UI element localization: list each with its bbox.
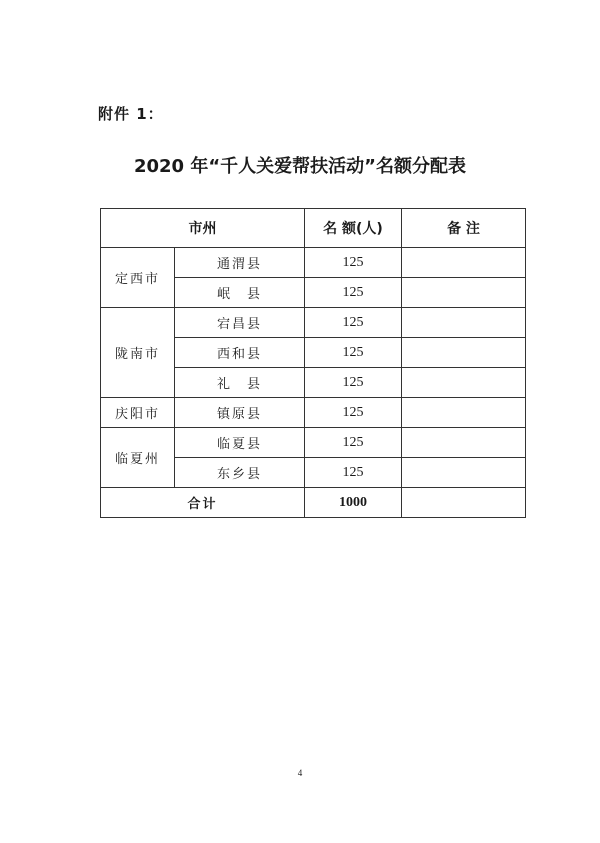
remark-cell <box>402 398 526 428</box>
remark-cell <box>402 338 526 368</box>
city-cell: 定西市 <box>101 248 175 308</box>
county-cell: 礼 县 <box>175 368 305 398</box>
total-quota: 1000 <box>305 488 402 518</box>
header-remarks: 备 注 <box>402 209 526 248</box>
city-cell: 陇南市 <box>101 308 175 398</box>
county-cell: 宕昌县 <box>175 308 305 338</box>
county-cell: 岷 县 <box>175 278 305 308</box>
attachment-label: 附件 1： <box>98 105 164 123</box>
page-number: 4 <box>297 768 303 778</box>
total-label: 合计 <box>101 488 305 518</box>
quota-cell: 125 <box>305 308 402 338</box>
county-cell: 临夏县 <box>175 428 305 458</box>
quota-cell: 125 <box>305 458 402 488</box>
table-row <box>101 398 526 428</box>
county-cell: 镇原县 <box>175 398 305 428</box>
quota-allocation-table <box>100 208 526 518</box>
quota-cell: 125 <box>305 368 402 398</box>
table-row <box>101 248 526 278</box>
quota-cell: 125 <box>305 428 402 458</box>
table-row <box>101 308 526 338</box>
quota-cell: 125 <box>305 278 402 308</box>
header-quota: 名 额(人) <box>305 209 402 248</box>
total-row <box>101 488 526 518</box>
remark-cell <box>402 428 526 458</box>
document-title: 2020 年“千人关爱帮扶活动”名额分配表 <box>133 156 467 177</box>
county-cell: 东乡县 <box>175 458 305 488</box>
remark-cell <box>402 368 526 398</box>
quota-cell: 125 <box>305 338 402 368</box>
quota-cell: 125 <box>305 248 402 278</box>
county-cell: 通渭县 <box>175 248 305 278</box>
remark-cell <box>402 308 526 338</box>
header-city: 市州 <box>101 209 305 248</box>
city-cell: 临夏州 <box>101 428 175 488</box>
remark-cell <box>402 458 526 488</box>
city-cell: 庆阳市 <box>101 398 175 428</box>
table-row <box>101 428 526 458</box>
table-header-row <box>101 209 526 248</box>
remark-cell <box>402 278 526 308</box>
county-cell: 西和县 <box>175 338 305 368</box>
quota-cell: 125 <box>305 398 402 428</box>
total-remark <box>402 488 526 518</box>
remark-cell <box>402 248 526 278</box>
